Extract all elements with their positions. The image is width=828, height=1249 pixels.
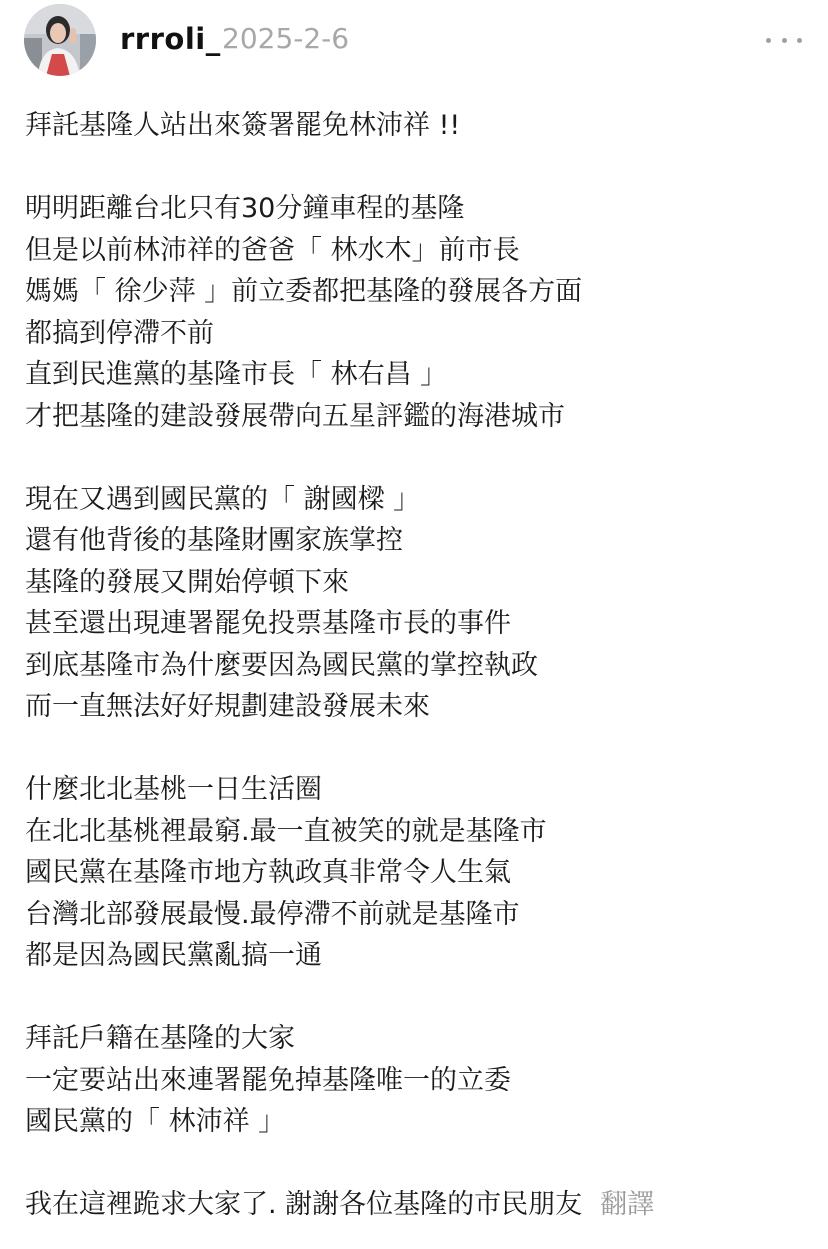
post-line [25,437,805,479]
post-line: 但是以前林沛祥的爸爸「 林水木」前市長 [25,234,520,266]
post-line: 到底基隆市為什麼要因為國民黨的掌控執政 [25,649,538,681]
post-line: 在北北基桃裡最窮.最一直被笑的就是基隆市 [25,815,547,847]
post-line [25,977,805,1019]
post-line: 還有他背後的基隆財團家族掌控 [25,525,403,556]
post-line: 拜託戶籍在基隆的大家 [25,1023,295,1054]
post-line: 現在又遇到國民黨的「 謝國樑 」 [25,483,421,515]
post-date: 2025-2-6 [222,22,350,55]
post-line: 台灣北部發展最慢.最停滯不前就是基隆市 [25,898,520,930]
post-line: 拜託基隆人站出來簽署罷免林沛祥 !! [25,110,461,141]
avatar[interactable] [24,4,96,76]
more-horizontal-icon [782,38,787,43]
post-line: 媽媽「 徐少萍 」前立委都把基隆的發展各方面 [25,276,583,307]
post-line [25,728,805,770]
post-line: 才把基隆的建設發展帶向五星評鑑的海港城市 [25,400,565,432]
post-line: 都是因為國民黨亂搞一通 [25,940,322,971]
post-header [0,0,828,84]
user-photo-avatar-icon [24,4,96,76]
post-line: 什麼北北基桃一日生活圈 [25,774,322,805]
post-line: 都搞到停滯不前 [25,317,214,349]
post-line: 甚至還出現連署罷免投票基隆市長的事件 [25,608,511,639]
post-line: 一定要站出來連署罷免掉基隆唯一的立委 [25,1064,511,1096]
post-line: 國民黨的「 林沛祥 」 [25,1106,286,1137]
post-line-last [25,1184,805,1226]
more-horizontal-icon [797,38,802,43]
post-line: 國民黨在基隆市地方執政真非常令人生氣 [25,857,511,888]
post-text [25,105,805,1226]
translate-link[interactable]: 翻譯 [600,1189,655,1220]
more-horizontal-icon [766,38,771,43]
post-line [25,1143,805,1185]
post-line: 直到民進黨的基隆市長「 林右昌 」 [25,359,448,390]
post-line: 我在這裡跪求大家了. 謝謝各位基隆的市民朋友 [25,1189,583,1220]
username[interactable]: rrroli_ [120,22,221,56]
more-options-button[interactable] [766,30,802,50]
post-line: 基隆的發展又開始停頓下來 [25,566,349,598]
post-line: 明明距離台北只有30分鐘車程的基隆 [25,193,465,224]
post-line: 而一直無法好好規劃建設發展未來 [25,691,430,722]
post-line [25,147,805,189]
